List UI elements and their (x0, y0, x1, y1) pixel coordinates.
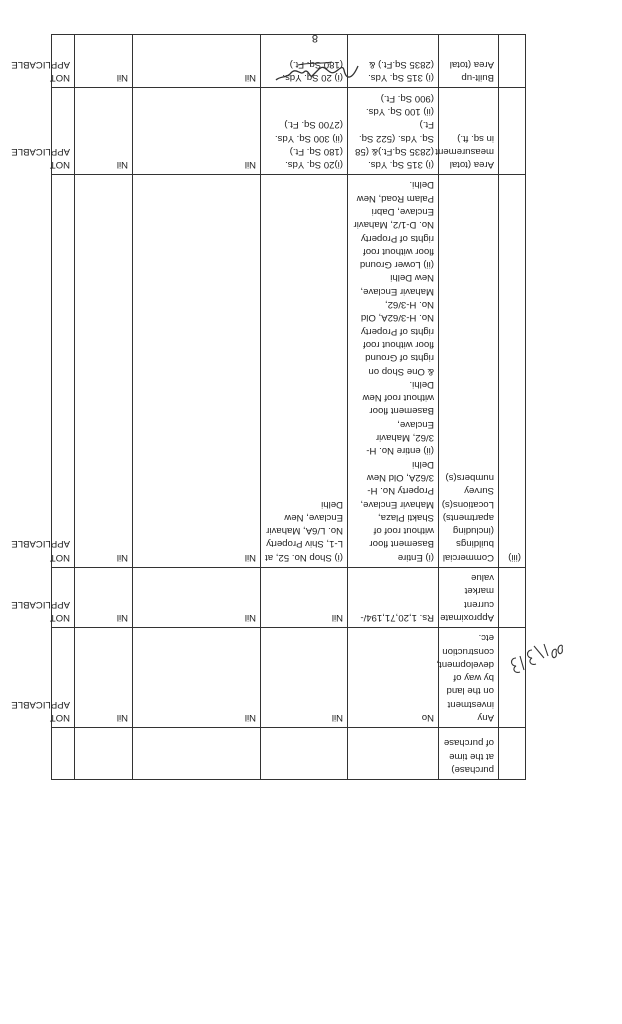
value-cell: Nil (133, 175, 261, 568)
value-cell: Nil (133, 35, 261, 88)
value-cell: Nil (75, 88, 133, 175)
row-label: Commercial buildings (including apartments) Locations(s) Survey numbers(s) (439, 175, 499, 568)
table-row-purchase-time (52, 728, 526, 780)
page-number: 8 (311, 32, 318, 44)
value-cell (261, 728, 348, 780)
serial-cell (499, 88, 526, 175)
value-cell: Nil (75, 627, 133, 727)
value-cell: NOT APPLICABLE (52, 88, 75, 175)
value-cell (75, 728, 133, 780)
serial-cell (499, 35, 526, 88)
value-cell: Nil (261, 567, 348, 627)
value-cell: Nil (133, 88, 261, 175)
row-label: Built-up Area (total (439, 35, 499, 88)
value-cell: NOT APPLICABLE (52, 567, 75, 627)
value-cell: Nil (133, 567, 261, 627)
value-cell: (i) Entire Basement floor without roof of Shakti Plaza, Mahavir Enclave, Property No. H-3/62A, Old New Delhi (ii) entire No. H-3/62, Mahavir Enclave, Basement floor without roof New Delhi. & One Shop on rights of Ground floor without roof rights of Property No. H-3/62A, Old No. H-3/62, Mahavir Enclave, New Delhi (ii) Lower Ground floor without roof rights of Property No. D-1/2, Mahavir Enclave, Dabri Palam Road, New Delhi. (348, 175, 439, 568)
row-label: Area (total measurement in sq. ft.) (439, 88, 499, 175)
value-cell (133, 728, 261, 780)
table-row-investment (52, 627, 526, 727)
table-row-area (52, 88, 526, 175)
value-cell: (i)20 Sq. Yds. (180 Sq. Ft.) (ii) 300 Sq. Yds. (2700 Sq. Ft.) (261, 88, 348, 175)
value-cell: NOT APPLICABLE (52, 627, 75, 727)
value-cell: (i) 20 Sq. Yds. (180 Sq. Ft.) (261, 35, 348, 88)
value-cell: (i) Shop No. 52, at L-1, Shiv Property No. L/6A, Mahavir Enclave, New Delhi (261, 175, 348, 568)
value-cell: NOT APPLICABLE (52, 35, 75, 88)
value-cell: Nil (75, 175, 133, 568)
row-label: Any investment on the land by way of development, construction etc. (439, 627, 499, 727)
value-cell: Rs. 1,20,71,194/- (348, 567, 439, 627)
value-cell: No (348, 627, 439, 727)
value-cell: Nil (75, 35, 133, 88)
value-cell (348, 728, 439, 780)
serial-cell (499, 728, 526, 780)
handwritten-signature (272, 58, 362, 86)
serial-cell (499, 567, 526, 627)
table-row-market-value (52, 567, 526, 627)
value-cell: (i) 315 Sq. Yds. (2835 Sq.Ft.) & (348, 35, 439, 88)
row-label: purchase) at the time of purchase (439, 728, 499, 780)
handwritten-margin-note (510, 634, 570, 684)
value-cell (52, 728, 75, 780)
table-row-commercial-buildings (52, 175, 526, 568)
value-cell: Nil (75, 567, 133, 627)
value-cell: (i) 315 Sq. Yds. (2835 Sq.Ft.)& (58 Sq. Yds. (522 Sq. Ft.) (ii) 100 Sq. Yds. (900 Sq. Ft.) (348, 88, 439, 175)
value-cell: NOT APPLICABLE (52, 175, 75, 568)
value-cell: Nil (261, 627, 348, 727)
assets-table (11, 34, 526, 780)
serial-cell: (iii) (499, 175, 526, 568)
row-label: Approximate current market value (439, 567, 499, 627)
value-cell: Nil (133, 627, 261, 727)
